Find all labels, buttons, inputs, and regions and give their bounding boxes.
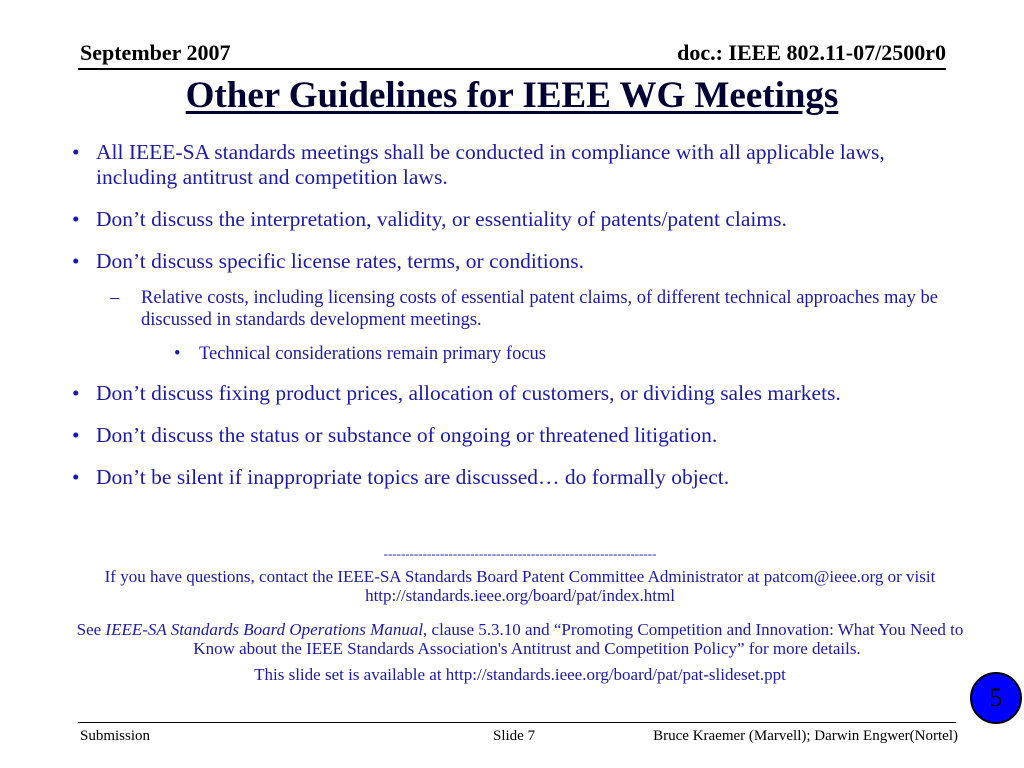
contact-note: If you have questions, contact the IEEE-SA Standards Board Patent Committee Administrator at patcom@ieee.org or visit http://standards.ieee.org/board/pat/index.html (104, 566, 936, 605)
bullet-marker: • (72, 381, 80, 405)
notes-divider: --------------------------------------------------------------- (383, 546, 657, 561)
sub-sub-bullet-text: Technical considerations remain primary focus (199, 344, 546, 364)
bullet-text: Don’t be silent if inappropriate topics are discussed… do formally object. (96, 465, 730, 489)
bullet-list (70, 140, 960, 507)
reference-rest: , clause 5.3.10 and “Promoting Competition and Innovation: What You Need to Know about the IEEE Standards Association's Antitrust and Competition Policy” for more details. (193, 619, 964, 658)
bullet-marker: • (72, 465, 80, 489)
header-date: September 2007 (80, 40, 231, 65)
bullet-item (70, 465, 960, 490)
header-doc-id: doc.: IEEE 802.11-07/2500r0 (677, 40, 946, 65)
bullet-marker: • (72, 423, 80, 447)
reference-prefix: See (76, 619, 106, 639)
bullet-item (70, 249, 960, 274)
manual-title: IEEE-SA Standards Board Operations Manual (105, 619, 424, 639)
sub-bullet-text: Relative costs, including licensing costs of essential patent claims, of different technical approaches may be discussed in standards development meetings. (141, 288, 938, 330)
bullet-item (70, 381, 960, 406)
slide-number-badge (970, 672, 1022, 724)
bullet-marker: • (72, 249, 80, 273)
bullet-marker: • (72, 140, 80, 164)
bullet-text: Don’t discuss fixing product prices, allocation of customers, or dividing sales markets. (96, 381, 841, 405)
bullet-text: All IEEE-SA standards meetings shall be conducted in compliance with all applicable laws, including antitrust and competition laws. (96, 140, 885, 189)
notes-section (70, 544, 970, 684)
bullet-text: Don’t discuss the interpretation, validity, or essentiality of patents/patent claims. (96, 207, 787, 231)
bullet-item (70, 207, 960, 232)
bullet-marker: • (174, 344, 181, 364)
sub-bullet-item (70, 287, 960, 331)
footer-slide-number: Slide 7 (493, 728, 536, 744)
bullet-text: Don’t discuss specific license rates, terms, or conditions. (96, 249, 585, 273)
dash-marker: – (110, 288, 120, 308)
slideset-note: This slide set is available at http://standards.ieee.org/board/pat/pat-slideset.ppt (254, 664, 786, 684)
badge-number: 5 (989, 683, 1003, 712)
bullet-item (70, 140, 960, 190)
bullet-item (70, 423, 960, 448)
footer-submission: Submission (80, 728, 151, 744)
bullet-marker: • (72, 207, 80, 231)
header-divider (78, 68, 946, 70)
bullet-text: Don’t discuss the status or substance of ongoing or threatened litigation. (96, 423, 718, 447)
slide-title: Other Guidelines for IEEE WG Meetings (185, 75, 839, 116)
sub-sub-bullet-item (70, 343, 960, 365)
footer-divider (78, 722, 956, 723)
footer-authors: Bruce Kraemer (Marvell); Darwin Engwer(Nortel) (653, 728, 958, 744)
manual-reference (70, 620, 970, 659)
